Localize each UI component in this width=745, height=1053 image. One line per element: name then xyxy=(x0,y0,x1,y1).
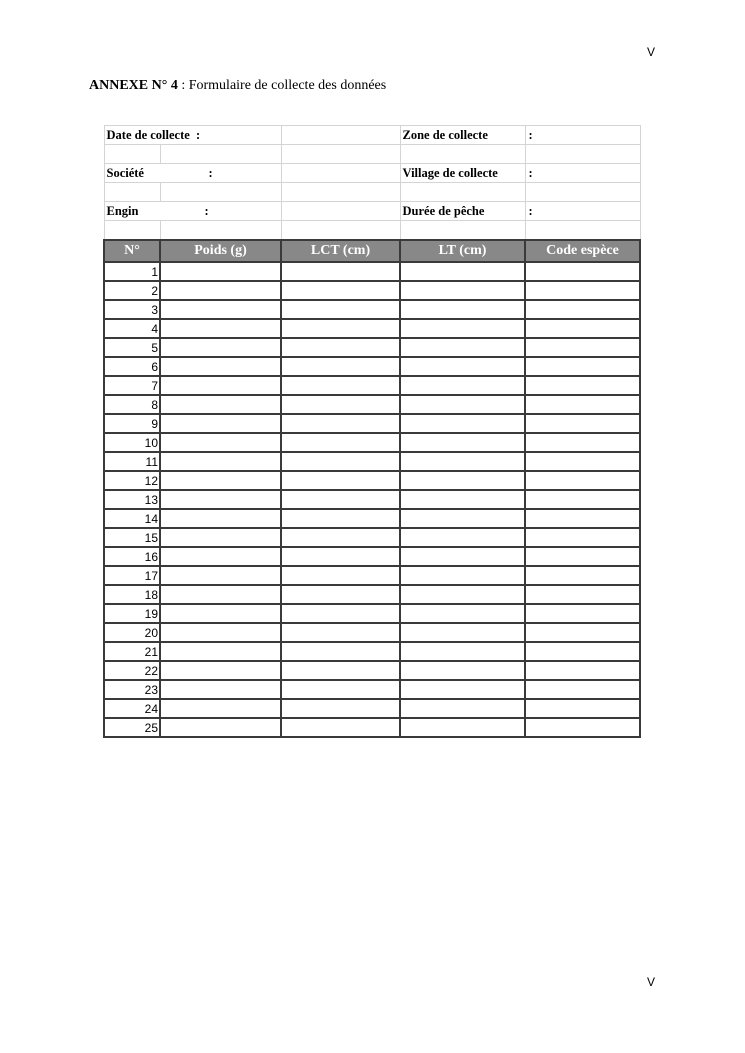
table-row xyxy=(104,642,640,661)
societe-label-cell xyxy=(104,164,281,183)
poids-cell[interactable] xyxy=(160,262,281,281)
code-espece-cell[interactable] xyxy=(525,471,640,490)
code-espece-cell[interactable] xyxy=(525,718,640,737)
poids-cell[interactable] xyxy=(160,604,281,623)
village-label: Village de collecte xyxy=(400,164,525,183)
row-number: 12 xyxy=(104,471,160,490)
row-number: 1 xyxy=(104,262,160,281)
lct-cell[interactable] xyxy=(281,699,400,718)
village-value-field[interactable] xyxy=(525,164,640,183)
row-number: 13 xyxy=(104,490,160,509)
table-row xyxy=(104,604,640,623)
poids-cell[interactable] xyxy=(160,509,281,528)
info-row-societe-village xyxy=(104,164,640,183)
lt-cell[interactable] xyxy=(400,661,525,680)
poids-cell[interactable] xyxy=(160,699,281,718)
lt-cell[interactable] xyxy=(400,319,525,338)
poids-cell[interactable] xyxy=(160,357,281,376)
lt-cell[interactable] xyxy=(400,414,525,433)
code-espece-cell[interactable] xyxy=(525,300,640,319)
table-row xyxy=(104,528,640,547)
row-number: 9 xyxy=(104,414,160,433)
lt-cell[interactable] xyxy=(400,490,525,509)
lct-cell[interactable] xyxy=(281,281,400,300)
info-spacer-row xyxy=(104,145,640,164)
poids-cell[interactable] xyxy=(160,319,281,338)
table-row xyxy=(104,566,640,585)
lct-cell[interactable] xyxy=(281,338,400,357)
code-espece-cell[interactable] xyxy=(525,395,640,414)
societe-colon: : xyxy=(208,165,213,180)
lt-cell[interactable] xyxy=(400,300,525,319)
lt-cell[interactable] xyxy=(400,623,525,642)
table-row xyxy=(104,452,640,471)
lct-cell[interactable] xyxy=(281,471,400,490)
lct-cell[interactable] xyxy=(281,661,400,680)
societe-label: Société xyxy=(106,165,144,180)
lct-cell[interactable] xyxy=(281,718,400,737)
zone-value-field[interactable] xyxy=(525,126,640,145)
poids-cell[interactable] xyxy=(160,281,281,300)
date-label-cell xyxy=(104,126,281,145)
table-row xyxy=(104,509,640,528)
row-number: 23 xyxy=(104,680,160,699)
code-espece-cell[interactable] xyxy=(525,566,640,585)
column-header-lt: LT (cm) xyxy=(400,240,525,262)
row-number: 5 xyxy=(104,338,160,357)
row-number: 6 xyxy=(104,357,160,376)
lct-cell[interactable] xyxy=(281,433,400,452)
lct-cell[interactable] xyxy=(281,414,400,433)
row-number: 22 xyxy=(104,661,160,680)
row-number: 10 xyxy=(104,433,160,452)
lt-cell[interactable] xyxy=(400,433,525,452)
poids-cell[interactable] xyxy=(160,661,281,680)
lct-cell[interactable] xyxy=(281,509,400,528)
lct-cell[interactable] xyxy=(281,300,400,319)
code-espece-cell[interactable] xyxy=(525,585,640,604)
table-row xyxy=(104,699,640,718)
info-spacer-row xyxy=(104,221,640,241)
lt-cell[interactable] xyxy=(400,395,525,414)
lt-cell[interactable] xyxy=(400,376,525,395)
row-number: 15 xyxy=(104,528,160,547)
poids-cell[interactable] xyxy=(160,585,281,604)
row-number: 14 xyxy=(104,509,160,528)
code-espece-cell[interactable] xyxy=(525,319,640,338)
code-espece-cell[interactable] xyxy=(525,699,640,718)
column-header-code-espece: Code espèce xyxy=(525,240,640,262)
engin-label: Engin xyxy=(106,203,139,218)
column-header-poids: Poids (g) xyxy=(160,240,281,262)
lt-cell[interactable] xyxy=(400,642,525,661)
code-espece-cell[interactable] xyxy=(525,433,640,452)
table-row xyxy=(104,490,640,509)
table-row xyxy=(104,319,640,338)
poids-cell[interactable] xyxy=(160,471,281,490)
code-espece-cell[interactable] xyxy=(525,281,640,300)
poids-cell[interactable] xyxy=(160,718,281,737)
code-espece-cell[interactable] xyxy=(525,642,640,661)
page-marker-top: V xyxy=(647,45,656,59)
societe-value-field[interactable] xyxy=(281,164,400,183)
lct-cell[interactable] xyxy=(281,566,400,585)
poids-cell[interactable] xyxy=(160,490,281,509)
info-spacer-row xyxy=(104,183,640,202)
document-title xyxy=(89,78,386,94)
lct-cell[interactable] xyxy=(281,452,400,471)
table-row xyxy=(104,433,640,452)
lt-cell[interactable] xyxy=(400,699,525,718)
lct-cell[interactable] xyxy=(281,642,400,661)
table-row xyxy=(104,338,640,357)
poids-cell[interactable] xyxy=(160,376,281,395)
column-header-lct: LCT (cm) xyxy=(281,240,400,262)
zone-label: Zone de collecte xyxy=(400,126,525,145)
lct-cell[interactable] xyxy=(281,319,400,338)
row-number: 4 xyxy=(104,319,160,338)
table-row xyxy=(104,471,640,490)
code-espece-cell[interactable] xyxy=(525,661,640,680)
code-espece-cell[interactable] xyxy=(525,338,640,357)
table-row xyxy=(104,623,640,642)
lct-cell[interactable] xyxy=(281,357,400,376)
column-header-row xyxy=(104,240,640,262)
code-espece-cell[interactable] xyxy=(525,490,640,509)
code-espece-cell[interactable] xyxy=(525,604,640,623)
zone-colon: : xyxy=(528,127,533,142)
date-label: Date de collecte xyxy=(106,127,190,142)
info-row-engin-duree xyxy=(104,202,640,221)
code-espece-cell[interactable] xyxy=(525,414,640,433)
duree-label: Durée de pêche xyxy=(400,202,525,221)
table-row xyxy=(104,376,640,395)
table-row xyxy=(104,300,640,319)
lt-cell[interactable] xyxy=(400,585,525,604)
lt-cell[interactable] xyxy=(400,452,525,471)
lt-cell[interactable] xyxy=(400,509,525,528)
row-number: 21 xyxy=(104,642,160,661)
village-colon: : xyxy=(528,165,533,180)
lct-cell[interactable] xyxy=(281,395,400,414)
code-espece-cell[interactable] xyxy=(525,376,640,395)
lct-cell[interactable] xyxy=(281,680,400,699)
row-number: 20 xyxy=(104,623,160,642)
code-espece-cell[interactable] xyxy=(525,509,640,528)
code-espece-cell[interactable] xyxy=(525,680,640,699)
lct-cell[interactable] xyxy=(281,623,400,642)
poids-cell[interactable] xyxy=(160,528,281,547)
table-row xyxy=(104,357,640,376)
lct-cell[interactable] xyxy=(281,585,400,604)
poids-cell[interactable] xyxy=(160,414,281,433)
row-number: 11 xyxy=(104,452,160,471)
lt-cell[interactable] xyxy=(400,566,525,585)
table-row xyxy=(104,262,640,281)
poids-cell[interactable] xyxy=(160,338,281,357)
date-value-field[interactable] xyxy=(281,126,400,145)
lt-cell[interactable] xyxy=(400,281,525,300)
lt-cell[interactable] xyxy=(400,718,525,737)
row-number: 18 xyxy=(104,585,160,604)
poids-cell[interactable] xyxy=(160,395,281,414)
engin-colon: : xyxy=(204,203,209,218)
row-number: 7 xyxy=(104,376,160,395)
row-number: 19 xyxy=(104,604,160,623)
lt-cell[interactable] xyxy=(400,262,525,281)
annex-number: ANNEXE N° 4 xyxy=(89,78,178,93)
poids-cell[interactable] xyxy=(160,623,281,642)
lct-cell[interactable] xyxy=(281,547,400,566)
lt-cell[interactable] xyxy=(400,471,525,490)
code-espece-cell[interactable] xyxy=(525,357,640,376)
poids-cell[interactable] xyxy=(160,547,281,566)
collection-form-table xyxy=(103,125,641,738)
info-row-date-zone xyxy=(104,126,640,145)
duree-value-field[interactable] xyxy=(525,202,640,221)
lt-cell[interactable] xyxy=(400,680,525,699)
engin-value-field[interactable] xyxy=(281,202,400,221)
table-row xyxy=(104,547,640,566)
table-row xyxy=(104,414,640,433)
table-row xyxy=(104,395,640,414)
row-number: 17 xyxy=(104,566,160,585)
page-marker-bottom: V xyxy=(647,975,656,989)
row-number: 2 xyxy=(104,281,160,300)
row-number: 24 xyxy=(104,699,160,718)
poids-cell[interactable] xyxy=(160,680,281,699)
table-row xyxy=(104,281,640,300)
lt-cell[interactable] xyxy=(400,604,525,623)
row-number: 16 xyxy=(104,547,160,566)
row-number: 3 xyxy=(104,300,160,319)
lct-cell[interactable] xyxy=(281,376,400,395)
poids-cell[interactable] xyxy=(160,433,281,452)
lt-cell[interactable] xyxy=(400,528,525,547)
lct-cell[interactable] xyxy=(281,490,400,509)
code-espece-cell[interactable] xyxy=(525,262,640,281)
lct-cell[interactable] xyxy=(281,262,400,281)
lt-cell[interactable] xyxy=(400,547,525,566)
lct-cell[interactable] xyxy=(281,528,400,547)
lt-cell[interactable] xyxy=(400,338,525,357)
table-row xyxy=(104,680,640,699)
table-row xyxy=(104,585,640,604)
table-row xyxy=(104,718,640,737)
code-espece-cell[interactable] xyxy=(525,528,640,547)
column-header-number: N° xyxy=(104,240,160,262)
row-number: 25 xyxy=(104,718,160,737)
lt-cell[interactable] xyxy=(400,357,525,376)
engin-label-cell xyxy=(104,202,281,221)
code-espece-cell[interactable] xyxy=(525,623,640,642)
lct-cell[interactable] xyxy=(281,604,400,623)
poids-cell[interactable] xyxy=(160,452,281,471)
code-espece-cell[interactable] xyxy=(525,452,640,471)
poids-cell[interactable] xyxy=(160,566,281,585)
code-espece-cell[interactable] xyxy=(525,547,640,566)
row-number: 8 xyxy=(104,395,160,414)
annex-description: : Formulaire de collecte des données xyxy=(177,78,387,93)
duree-colon: : xyxy=(528,203,533,218)
poids-cell[interactable] xyxy=(160,300,281,319)
date-colon: : xyxy=(196,127,201,142)
table-row xyxy=(104,661,640,680)
poids-cell[interactable] xyxy=(160,642,281,661)
